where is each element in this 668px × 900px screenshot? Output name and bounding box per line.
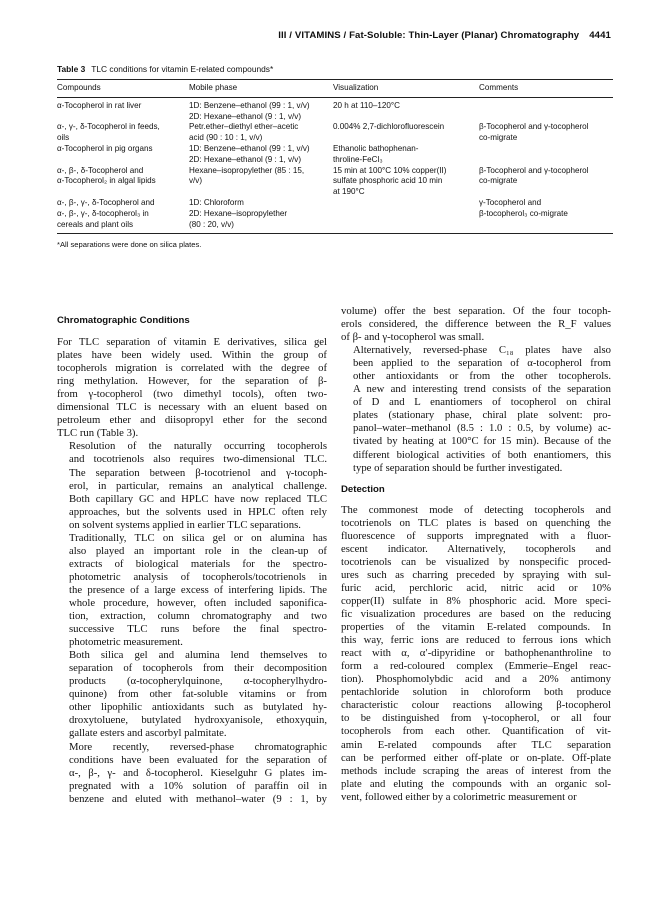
paragraph: [341, 504, 611, 804]
table-label: Table 3: [57, 64, 86, 74]
text-line: and tocotrienols also requires two-dimensional TLC.: [69, 453, 327, 466]
left-column-body: [57, 336, 327, 806]
paragraph: [341, 305, 611, 344]
text-line: from γ-tocopherol (two dimethyl tocols), often two-: [57, 388, 327, 401]
table-header-row: [57, 80, 613, 97]
paragraph: [57, 336, 327, 440]
cell-visualization: [333, 166, 479, 198]
cell-compounds: [57, 97, 189, 122]
text-line: A new and interesting trend consists of the separation: [353, 383, 611, 396]
cell-line: α-, β-, δ-Tocopherol and: [57, 165, 144, 175]
cell-line: β-tocopherol₃ co-migrate: [479, 208, 568, 218]
cell-line: cereals and plant oils: [57, 219, 134, 229]
cell-line: Petr.ether–diethyl ether–acetic: [189, 122, 299, 132]
text-line: panol–water–methanol (8.5 : 1.0 : 0.5, by volume) ac-: [353, 422, 611, 435]
cell-line: co-migrate: [479, 176, 518, 186]
paragraph: [57, 741, 327, 806]
text-line: dimensional TLC is necessary with an eluent based on: [57, 401, 327, 414]
cell-line: v/v): [189, 176, 203, 186]
text-line: plates have been widely used. Within the group of: [57, 349, 327, 362]
text-line: For TLC separation of vitamin E derivatives, silica gel: [57, 336, 327, 349]
cell-compounds: [57, 198, 189, 233]
running-head-title: III / VITAMINS / Fat-Soluble: Thin-Layer (Planar) Chromatography: [278, 30, 580, 41]
text-line: been applied to the separation of α-tocopherol from: [353, 357, 611, 370]
cell-line: 20 h at 110–120°C: [333, 100, 400, 110]
text-line: methods include scraping the areas of interest from the: [341, 764, 611, 777]
right-column: [341, 305, 611, 804]
text-line: quinone) from other fat-soluble vitamins or from: [69, 688, 327, 701]
cell-visualization: [333, 97, 479, 122]
cell-line: Ethanolic bathophenan-: [333, 143, 419, 153]
text-line: fluorescence of supports impregnated with a fluor-: [341, 529, 611, 542]
text-line: The separation between β-tocotrienol and γ-tocoph-: [69, 466, 327, 479]
cell-line: α-, β-, γ-, δ-Tocopherol and: [57, 197, 155, 207]
cell-line: at 190°C: [333, 187, 365, 197]
text-line: erols considered, the difference between the R_F values: [341, 318, 611, 331]
text-line: tivated by heating at 100°C for 15 min). Because of the: [353, 435, 611, 448]
text-line: photometric measurement.: [69, 636, 183, 649]
text-line: react with α, α′-dipyridine or bathophenanthroline to: [341, 647, 611, 660]
text-line: pregnated with a 10% solution of paraffin oil in: [69, 779, 327, 792]
cell-line: α-, β-, γ-, δ-tocopherol₃ in: [57, 208, 149, 218]
text-line: on solvent systems applied in earlier TLC separations.: [69, 518, 301, 531]
paragraph: [341, 344, 611, 474]
text-line: α-, β-, γ- and δ-tocopherol. Kieselguhr G plates im-: [69, 766, 327, 779]
text-line: of D and L enantiomers of tocopherol on chiral: [353, 396, 611, 409]
table-row: [57, 144, 613, 166]
cell-line: acid (90 : 10 : 1, v/v): [189, 133, 263, 143]
text-line: products (α-tocopherylquinone, α-tocopherylhydro-: [69, 675, 327, 688]
text-line: tocopherols from each other. Quantification of vit-: [341, 725, 611, 738]
table-caption-text: TLC conditions for vitamin E-related compounds*: [91, 64, 274, 74]
text-line: plate and eluting the compounds with an organic sol-: [341, 777, 611, 790]
table-bottom-rule: [57, 233, 613, 234]
text-line: fic visualization procedures are based on the reducing: [341, 608, 611, 621]
header-mobile-phase: Mobile phase: [189, 80, 333, 97]
text-line: plates (stationary phase, chiral plate solvent: pro-: [353, 409, 611, 422]
header-compounds: Compounds: [57, 80, 189, 97]
text-line: TLC run (Table 3).: [57, 427, 139, 440]
paragraph: [57, 532, 327, 649]
text-line: properties of the vitamin E-related compounds. In: [341, 621, 611, 634]
text-line: Resolution of the naturally occurring tocopherols: [69, 440, 327, 453]
text-line: characteristic colour reactions allowing β-tocopherol: [341, 699, 611, 712]
cell-line: β-Tocopherol and γ-tocopherol: [479, 165, 589, 175]
cell-line: β-Tocopherol and γ-tocopherol: [479, 122, 589, 132]
text-line: successive TLC runs before the final spectro-: [69, 623, 327, 636]
cell-line: co-migrate: [479, 133, 518, 143]
text-line: copper(II) sulfate in 8% phosphoric acid. More speci-: [341, 594, 611, 607]
header-comments: Comments: [479, 80, 613, 97]
cell-line: 0.004% 2,7-dichlorofluorescein: [333, 122, 445, 132]
text-line: tocopherols migration is correlated with the degree of: [57, 362, 327, 375]
table-caption: [57, 64, 613, 74]
cell-line: α-Tocopherol in pig organs: [57, 143, 153, 153]
cell-comments: [479, 144, 613, 166]
tlc-conditions-table: [57, 80, 613, 233]
table-3: [57, 64, 613, 249]
cell-line: Hexane–isopropylether (85 : 15,: [189, 165, 305, 175]
table-row: [57, 122, 613, 144]
cell-line: throline-FeCl₃: [333, 154, 383, 164]
text-line: can be performed either off-plate or on-plate. Off-plate: [341, 751, 611, 764]
text-line: Alternatively, reversed-phase C₁₈ plates have also: [353, 344, 611, 357]
text-line: different biological activities of both enantiomers, this: [353, 448, 611, 461]
page-number: 4441: [589, 30, 611, 41]
cell-comments: [479, 166, 613, 198]
text-line: The commonest mode of detecting tocopherols and: [341, 503, 611, 516]
text-line: photometric analysis of tocopherols/tocotrienols in: [69, 570, 327, 583]
text-line: More recently, reversed-phase chromatographic: [69, 740, 327, 753]
text-line: Both silica gel and alumina lend themselves to: [69, 649, 327, 662]
paragraph: [57, 649, 327, 740]
text-line: tion, extraction, column chromatography and two: [69, 610, 327, 623]
table-body: [57, 97, 613, 233]
cell-compounds: [57, 144, 189, 166]
cell-compounds: [57, 166, 189, 198]
text-line: droxytoluene, butylated hydroxyanisole, ethoxyquin,: [69, 714, 327, 727]
cell-mobile-phase: [189, 198, 333, 233]
text-line: tocotrienols can be visualized by nonspecific proced-: [341, 555, 611, 568]
text-line: form a red-coloured complex (Emmerie–Engel reac-: [341, 660, 611, 673]
text-line: tion). Phosphomolybdic acid and a 20% antimony: [341, 673, 611, 686]
cell-line: 1D: Chloroform: [189, 197, 244, 207]
left-column: [57, 314, 327, 806]
cell-visualization: [333, 198, 479, 233]
text-line: vent, followed either by a colorimetric measurement or: [341, 790, 577, 803]
text-line: Traditionally, TLC on silica gel or on alumina has: [69, 531, 327, 544]
cell-line: (80 : 20, v/v): [189, 219, 234, 229]
text-line: type of separation should be further investigated.: [353, 461, 563, 474]
running-head: [278, 30, 611, 41]
text-line: petroleum ether and diisopropyl ether for the second: [57, 414, 327, 427]
table-row: [57, 97, 613, 122]
right-column-body-bottom: [341, 504, 611, 804]
text-line: separation of tocopherols from their decomposition: [69, 662, 327, 675]
text-line: conditions have been evaluated for the separation of: [69, 753, 327, 766]
cell-mobile-phase: [189, 144, 333, 166]
text-line: extracts of biological materials for the spectro-: [69, 557, 327, 570]
cell-line: α-, γ-, δ-Tocopherol in feeds,: [57, 122, 160, 132]
text-line: furic acid, perchloric acid, nitric acid or 10%: [341, 581, 611, 594]
text-line: this way, ferric ions are reduced to ferrous ions which: [341, 634, 611, 647]
text-line: volume) offer the best separation. Of the four tocoph-: [341, 305, 611, 317]
cell-comments: [479, 122, 613, 144]
text-line: the presence of a large excess of interfering lipids. The: [69, 583, 327, 596]
section-heading-chromatographic-conditions: Chromatographic Conditions: [57, 315, 190, 326]
cell-comments: [479, 198, 613, 233]
text-line: whole procedure, however, often included saponifica-: [69, 596, 327, 609]
section-heading-detection: Detection: [341, 483, 385, 495]
header-visualization: Visualization: [333, 80, 479, 97]
table-row: [57, 166, 613, 198]
cell-comments: [479, 97, 613, 122]
cell-visualization: [333, 122, 479, 144]
cell-mobile-phase: [189, 166, 333, 198]
text-line: pentachloride solution in chloroform both produce: [341, 686, 611, 699]
table-row: [57, 198, 613, 233]
text-line: also played an important role in the clean-up of: [69, 544, 327, 557]
text-line: Both capillary GC and HPLC have now replaced TLC: [69, 492, 327, 505]
cell-line: oils: [57, 133, 70, 143]
text-line: escent indicator. Alternatively, tocopherols and: [341, 542, 611, 555]
cell-line: sulfate phosphoric acid 10 min: [333, 176, 443, 186]
text-line: gallate esters and ascorbyl palmitate.: [69, 727, 227, 740]
text-line: other antioxidants or from the other tocopherols.: [353, 370, 611, 383]
text-line: ures such as charring preceded by spraying with sul-: [341, 568, 611, 581]
text-line: benzene and eluted with methanol–water (9 : 1, by: [69, 792, 327, 805]
right-column-body-top: [341, 305, 611, 475]
table-footnote: *All separations were done on silica plates.: [57, 240, 202, 250]
cell-compounds: [57, 122, 189, 144]
cell-mobile-phase: [189, 97, 333, 122]
text-line: other lipophilic antioxidants such as butylated hy-: [69, 701, 327, 714]
cell-line: 1D: Benzene–ethanol (99 : 1, v/v): [189, 100, 310, 110]
paragraph: [57, 440, 327, 531]
text-line: to be distinguished from γ-tocopherol, or all four: [341, 712, 611, 725]
cell-line: 2D: Hexane–isopropylether: [189, 208, 288, 218]
cell-line: 15 min at 100°C 10% copper(II): [333, 165, 447, 175]
cell-visualization: [333, 144, 479, 166]
text-line: tocotrienols on TLC plates is based on quenching the: [341, 516, 611, 529]
text-line: of β- and γ-tocopherol was small.: [341, 331, 485, 344]
text-line: erol, in particular, remains an analytical challenge.: [69, 479, 327, 492]
cell-line: 2D: Hexane–ethanol (9 : 1, v/v): [189, 111, 302, 121]
cell-line: α-Tocopherol in rat liver: [57, 100, 142, 110]
cell-line: 1D: Benzene–ethanol (99 : 1, v/v): [189, 143, 310, 153]
text-line: amin E-related compounds after TLC separation: [341, 738, 611, 751]
cell-mobile-phase: [189, 122, 333, 144]
text-line: ring methylation. However, for the separation of β-: [57, 375, 327, 388]
cell-line: γ-Tocopherol and: [479, 197, 542, 207]
cell-line: 2D: Hexane–ethanol (9 : 1, v/v): [189, 154, 302, 164]
text-line: approaches, but the solvents used in HPLC often rely: [69, 505, 327, 518]
cell-line: α-Tocopherol₂ in algal lipids: [57, 176, 156, 186]
